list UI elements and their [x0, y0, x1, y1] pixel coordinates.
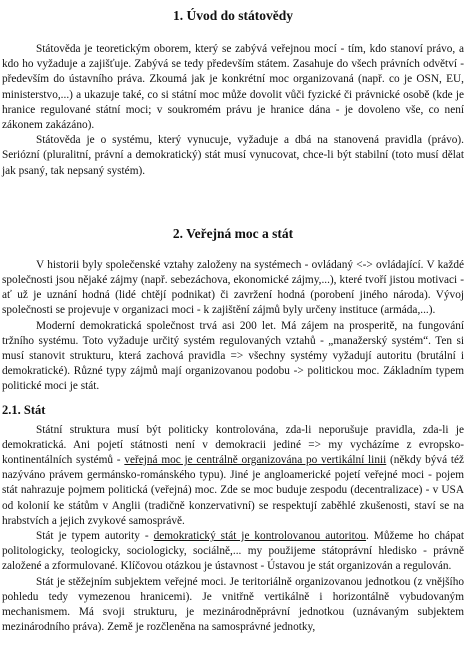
section-1-paragraph-1: Státověda je teoretickým oborem, který se zabývá veřejnou mocí - tím, kdo stanoví právo, a kdo ho vyžaduje a zajišťuje. Zabývá se tedy především státem. Zasahuje do všech právních odvětví - především do ústavního práva. Zkoumá jak je konkrétní moc organizovaná (např. co je OSN, EU, ministerstvo,...) a ukazuje také, co si státní moc může dovolit vůči fyzické či právnické osobě (kde je hranice regulované státní moci; v soukromém právu je hranice dána - je dovoleno vše, co není zákonem zakázáno).: [2, 43, 464, 132]
section-1-heading: 1. Úvod do státovědy: [172, 8, 293, 23]
subsection-2-1-paragraph-1: [2, 423, 464, 529]
section-2-paragraph-2: Moderní demokratická společnost trvá asi 200 let. Má zájem na prosperitě, na fungování tržního systému. Toto vyžaduje určitý systém regulovaných vztahů - „manažerský systém“. Ten si musí stanovit strukturu, která zachová pravidla => všechny systémy vyžadují autoritu (brutální i demokratické). Různé typy zájmů mají organizovanou podobu -> politickou moc. Základním typem politické moci je stát.: [2, 319, 464, 393]
section-1-paragraph-2: Státověda je o systému, který vynucuje, vyžaduje a dbá na stanovená pravidla (právo). Seriózní (pluralitní, právní a demokratický) stát musí vynucovat, chce-li být stabilní (toto musí dělat jak psaný, tak nepsaný systém).: [2, 134, 464, 177]
subsection-2-1-paragraph-3: Stát je stěžejním subjektem veřejné moci. Je teritoriálně organizovanou jednotkou (z vnějšího pohledu tedy vymezenou hranicemi). Je vnitřně vertikálně i horizontálně vybudovaným mechanismem. Má svoji strukturu, je mezinárodněprávní jednotkou (uznávaným subjektem mezinárodního práva). Země je rozčleněna na samosprávné jednotky,: [2, 575, 464, 634]
p1-underlined-phrase: veřejná moc je centrálně organizována po vertikální linii: [124, 454, 387, 467]
section-2-heading: 2. Veřejná moc a stát: [172, 225, 294, 241]
p2-underlined-phrase: demokratický stát je kontrolovanou autoritou: [153, 530, 367, 543]
p1-text-start: Státní struktura musí být politicky kontrolována, zda-li neporušuje pravidla, zda-li je demokratická. Ani pojetí státnosti není v demokracii jediné => my vycházíme z evropsko-kontinentálních systémů -: [2, 423, 464, 467]
p2-text-end: . Můžeme ho chápat politologicky, teologicky, sociologicky, sociálně,... my použijeme státoprávní hledisko - právně založené a zformulované. Klíčovou otázkou je ústavnost - Ústavou je stát organizován a regulován.: [2, 530, 464, 573]
section-2-paragraph-1: V historii byly společenské vztahy založeny na systémech - ovládaný <-> ovládající. V každé společnosti jsou nějaké zájmy (např. sebezáchova, ekonomické zájmy,...), které tvoří jistou motivaci - ať už je uznání hodná (lidé chtějí podnikat) či zavržení hodná (porobení jiného národa). Vývoj společnosti se projevuje v organizaci moci - k zajištění zájmů byly určeny instituce (armáda,...).: [2, 258, 464, 317]
document-page: [0, 8, 466, 664]
p1-text-end: (někdy bývá též nazýváno právem germánsko-románského typu). Jiné je angloamerické pojetí veřejné moci - pojem stát nahrazuje pojmem politická (veřejná) moc. Zde se moc buduje zespodu (decentralizace) - v USA od kolonií ke státům v Anglii (tradičně konzervativní) se respektují zaběhlé zkušenosti, staví se na hrabstvích a jejich zvykové samosprávě.: [2, 454, 464, 527]
subsection-2-1-paragraph-2: [2, 529, 464, 575]
subsection-2-1-heading: 2.1. Stát: [2, 402, 46, 417]
p2-text-start: Stát je typem autority -: [36, 530, 154, 543]
